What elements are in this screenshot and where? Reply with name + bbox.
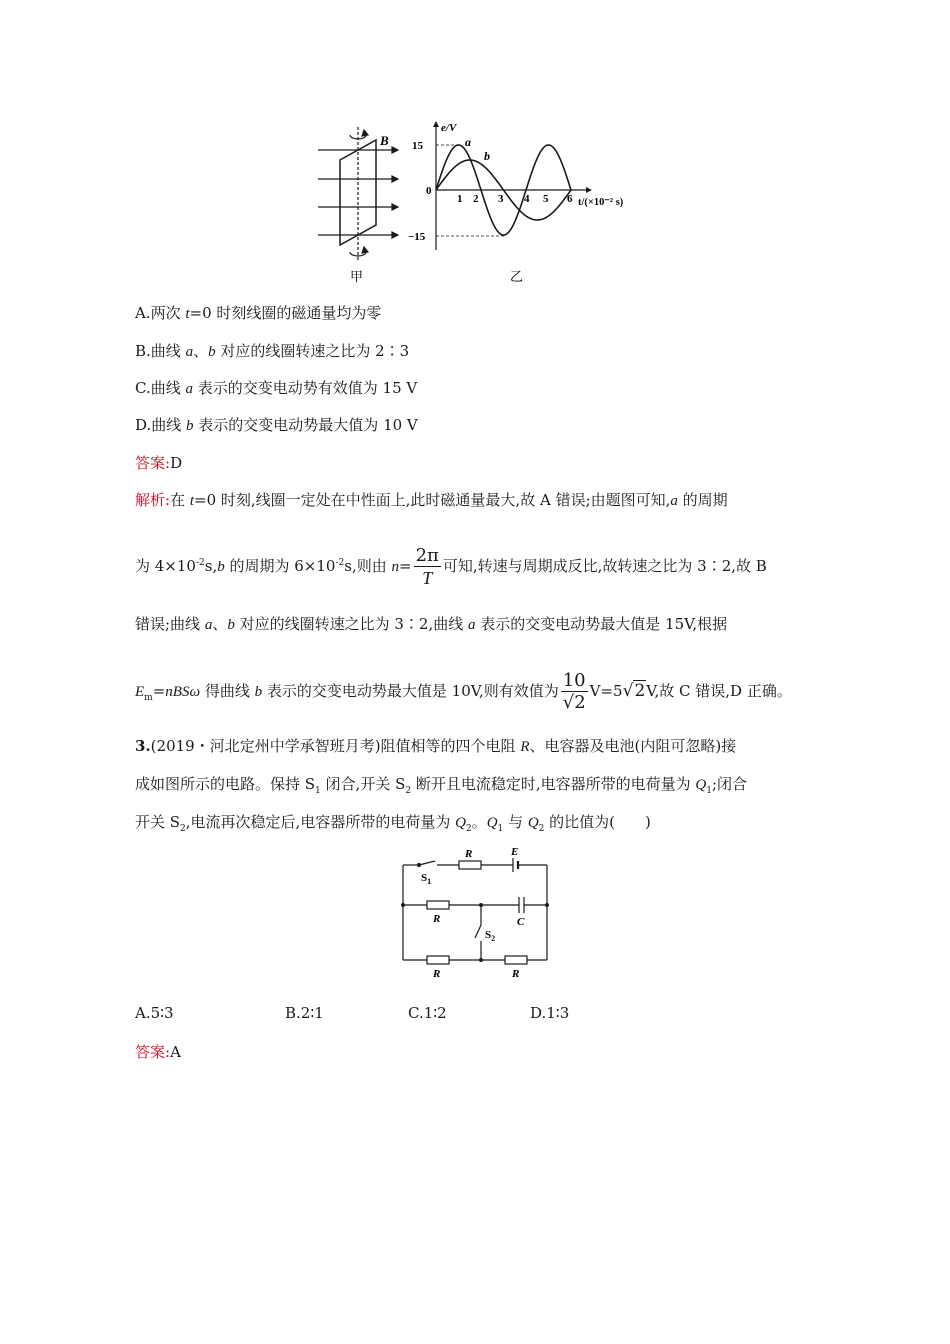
var-Q: Q	[527, 815, 539, 831]
analysis-text: V=5	[589, 682, 623, 700]
option-b	[135, 340, 409, 363]
subscript: 2	[538, 824, 545, 834]
analysis-line-1	[135, 489, 728, 512]
q3-line-1	[135, 735, 736, 758]
label-C: C	[517, 916, 525, 928]
option-b-pre: B.曲线	[135, 342, 186, 360]
var-a: a	[204, 617, 213, 633]
subscript: 2	[180, 824, 186, 834]
analysis-text: 的周期	[677, 491, 728, 509]
equals-sign: =	[398, 557, 412, 575]
answer-q2	[135, 452, 182, 474]
question-text: 闭合,开关 S	[320, 775, 406, 793]
label-E: E	[511, 846, 519, 858]
analysis-text: =0 时刻,线圈一定处在中性面上,此时磁通量最大,故 A 错误;由题图可知,	[194, 491, 671, 509]
resistor-top	[459, 861, 481, 869]
answer-label: 答案:	[135, 1043, 171, 1061]
option-a-post: =0 时刻线圈的磁通量均为零	[189, 304, 382, 322]
option-d-pre: D.曲线	[135, 416, 187, 434]
analysis-text: 表示的交变电动势最大值是 10V,则有效值为	[262, 682, 559, 700]
var-t: t	[189, 493, 195, 509]
sqrt-2: √2	[622, 681, 646, 701]
exponent: -2	[195, 558, 205, 568]
question-text: 成如图所示的电路。保持 S	[135, 775, 316, 793]
question-text: 、电容器及电池(内阻可忽略)接	[529, 737, 737, 755]
y-tick-neg15: −15	[408, 231, 426, 243]
q3-option-d: D.1∶3	[530, 1004, 570, 1022]
option-c-var: a	[185, 381, 193, 397]
switch-s2-blade	[475, 925, 481, 938]
label-S2: $S_2$	[485, 929, 496, 943]
question-text: 开关 S	[135, 813, 181, 831]
subscript: 2	[405, 786, 412, 796]
field-label-B: B	[380, 133, 389, 148]
option-d-post: 表示的交变电动势最大值为 10 V	[193, 416, 418, 434]
answer-q3	[135, 1041, 181, 1063]
option-b-mid: 、	[193, 342, 209, 360]
curve-label-b: b	[484, 149, 490, 163]
analysis-text: V,故 C 错误,D 正确。	[646, 682, 792, 700]
y-tick-15: 15	[412, 140, 423, 152]
fraction-denominator: T	[422, 567, 433, 588]
resistor-bottom-right	[505, 956, 527, 964]
question-number: 3.	[135, 737, 151, 755]
var-b: b	[254, 684, 263, 700]
var-nBS: nBS	[165, 684, 190, 700]
fraction-denominator: √2	[562, 691, 586, 713]
fraction-10-over-root2	[561, 671, 588, 714]
var-a: a	[670, 493, 678, 509]
option-d-var: b	[186, 418, 194, 434]
analysis-text: s,	[204, 557, 218, 575]
var-Q: Q	[455, 815, 466, 831]
curve-label-a: a	[465, 135, 471, 149]
subscript: 1	[315, 786, 321, 796]
analysis-text: 在	[170, 491, 190, 509]
var-E: E	[135, 684, 145, 700]
analysis-line-2	[135, 544, 767, 589]
x-tick-6: 6	[567, 193, 573, 205]
analysis-line-3	[135, 613, 727, 636]
answer-value: D	[170, 454, 183, 472]
fraction-numerator: 10	[561, 671, 588, 692]
var-a: a	[468, 617, 476, 633]
label-S1: $S_1$	[421, 872, 432, 886]
analysis-text: 可知,转速与周期成反比,故转速之比为 3∶2,故 B	[442, 557, 767, 575]
label-R-bottom-right: R	[512, 968, 520, 980]
var-b: b	[217, 559, 225, 575]
x-tick-3: 3	[498, 193, 504, 205]
fraction-2pi-over-T	[414, 546, 441, 589]
y-tick-0: 0	[426, 185, 432, 197]
label-R-top: R	[465, 848, 473, 860]
resistor-middle	[427, 901, 449, 909]
label-R-bottom-left: R	[433, 968, 441, 980]
analysis-text: 错误;曲线	[135, 615, 205, 633]
subscript: m	[144, 693, 153, 703]
q3-line-2	[135, 773, 747, 796]
resistor-bottom-left	[427, 956, 449, 964]
x-tick-2: 2	[473, 193, 479, 205]
q3-option-c: C.1∶2	[408, 1004, 447, 1022]
fraction-numerator: 2π	[415, 544, 439, 566]
q3-option-b: B.2∶1	[285, 1004, 324, 1022]
circuit-diagram	[395, 845, 555, 985]
option-d	[135, 414, 418, 437]
q3-option-a: A.5∶3	[135, 1004, 174, 1022]
analysis-line-4	[135, 668, 792, 715]
label-R-middle: R	[433, 913, 441, 925]
equals-sign: =	[152, 682, 166, 700]
var-b: b	[227, 617, 235, 633]
answer-value: A	[170, 1043, 181, 1061]
option-a-var: t	[185, 306, 190, 322]
question-text: ,电流再次稳定后,电容器所带的电荷量为	[185, 813, 456, 831]
option-b-var2: b	[208, 344, 216, 360]
question-text: 断开且电流稳定时,电容器所带的电荷量为	[411, 775, 696, 793]
analysis-text: 为 4×10	[135, 557, 196, 575]
analysis-text: 对应的线圈转速之比为 3∶2,曲线	[234, 615, 469, 633]
e-t-graph	[408, 121, 624, 250]
caption-left: 甲	[350, 269, 364, 284]
analysis-text: 、	[212, 615, 228, 633]
x-tick-1: 1	[457, 193, 463, 205]
analysis-text: 得曲线	[200, 682, 255, 700]
option-b-var1: a	[185, 344, 194, 360]
caption-right: 乙	[510, 269, 524, 284]
question-text: 与	[503, 813, 528, 831]
analysis-label: 解析:	[135, 491, 171, 509]
radicand: 2	[574, 691, 586, 713]
y-axis-label: e/V	[441, 122, 457, 134]
question-text: ;闭合	[712, 775, 748, 793]
option-b-post: 对应的线圈转速之比为 2∶3	[215, 342, 410, 360]
subscript: 2	[465, 824, 472, 834]
answer-label: 答案:	[135, 454, 171, 472]
x-axis-label: t/(×10⁻² s)	[578, 197, 624, 208]
q3-line-3	[135, 811, 651, 834]
subscript: 1	[497, 824, 504, 834]
var-R: R	[520, 739, 530, 755]
question-text: 的比值为( )	[544, 813, 651, 831]
x-tick-5: 5	[543, 193, 549, 205]
option-c-post: 表示的交变电动势有效值为 15 V	[192, 379, 418, 397]
radicand: 2	[634, 681, 646, 701]
option-a-pre: A.两次	[135, 304, 186, 322]
var-Q: Q	[695, 777, 707, 793]
option-c	[135, 377, 417, 400]
var-Q: Q	[486, 815, 498, 831]
figure-coil-and-graph	[300, 115, 650, 290]
question-text: 。	[471, 813, 487, 831]
var-omega: ω	[189, 684, 201, 700]
option-a	[135, 302, 381, 325]
analysis-text: s,则由	[344, 557, 392, 575]
x-tick-4: 4	[524, 193, 530, 205]
exponent: -2	[335, 558, 345, 568]
var-n: n	[391, 559, 399, 575]
question-text: (2019・河北定州中学承智班月考)阻值相等的四个电阻	[150, 737, 521, 755]
analysis-text: 表示的交变电动势最大值是 15V,根据	[475, 615, 728, 633]
option-c-pre: C.曲线	[135, 379, 186, 397]
subscript: 1	[706, 786, 712, 796]
analysis-text: 的周期为 6×10	[224, 557, 336, 575]
